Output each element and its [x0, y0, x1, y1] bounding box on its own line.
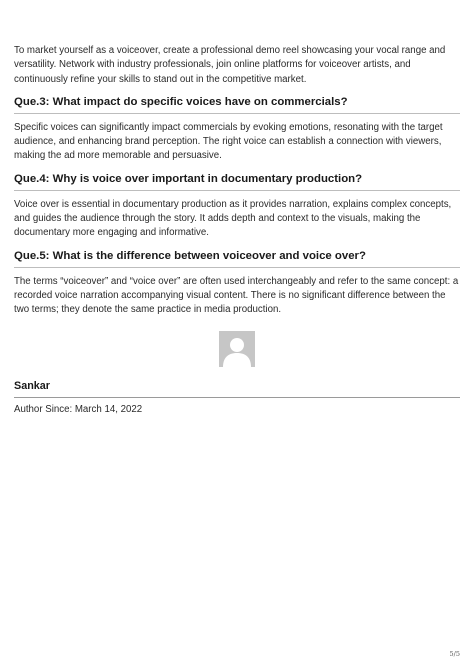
- document-page: [14, 44, 460, 415]
- faq-answer: Specific voices can significantly impact commercials by evoking emotions, resonating with the target audience, and enhancing brand perception. The right voice can establish a connection with viewers, making the ad more memorable and persuasive.: [14, 121, 443, 162]
- faq-answer: Voice over is essential in documentary production as it provides narration, explains complex concepts, and guides the audience through the story. It adds depth and context to the visuals, making the documentary more engaging and informative.: [14, 198, 452, 239]
- faq-question: Que.5: What is the difference between voiceover and voice over?: [14, 249, 460, 268]
- faq-4: [14, 172, 460, 241]
- user-placeholder-icon: [219, 331, 255, 367]
- author-name[interactable]: Sankar: [14, 380, 460, 398]
- faq-answer: The terms “voiceover” and “voice over” are often used interchangeably and refer to the same concept: a recorded voice narration accompanying visual content. There is no significant difference between the two terms; they denote the same practice in media production.: [14, 275, 459, 316]
- author-avatar-container: [14, 331, 460, 367]
- faq-question: Que.4: Why is voice over important in documentary production?: [14, 172, 460, 191]
- faq-3: [14, 95, 460, 164]
- author-since: Author Since: March 14, 2022: [14, 403, 143, 415]
- intro-paragraph: To market yourself as a voiceover, create a professional demo reel showcasing your vocal range and versatility. Network with industry professionals, join online platforms for voiceover artists, and continuously refine your skills to stand out in the competitive market.: [14, 45, 446, 85]
- faq-question: Que.3: What impact do specific voices have on commercials?: [14, 95, 460, 114]
- faq-5: [14, 249, 460, 318]
- page-number: 5/5: [449, 650, 460, 658]
